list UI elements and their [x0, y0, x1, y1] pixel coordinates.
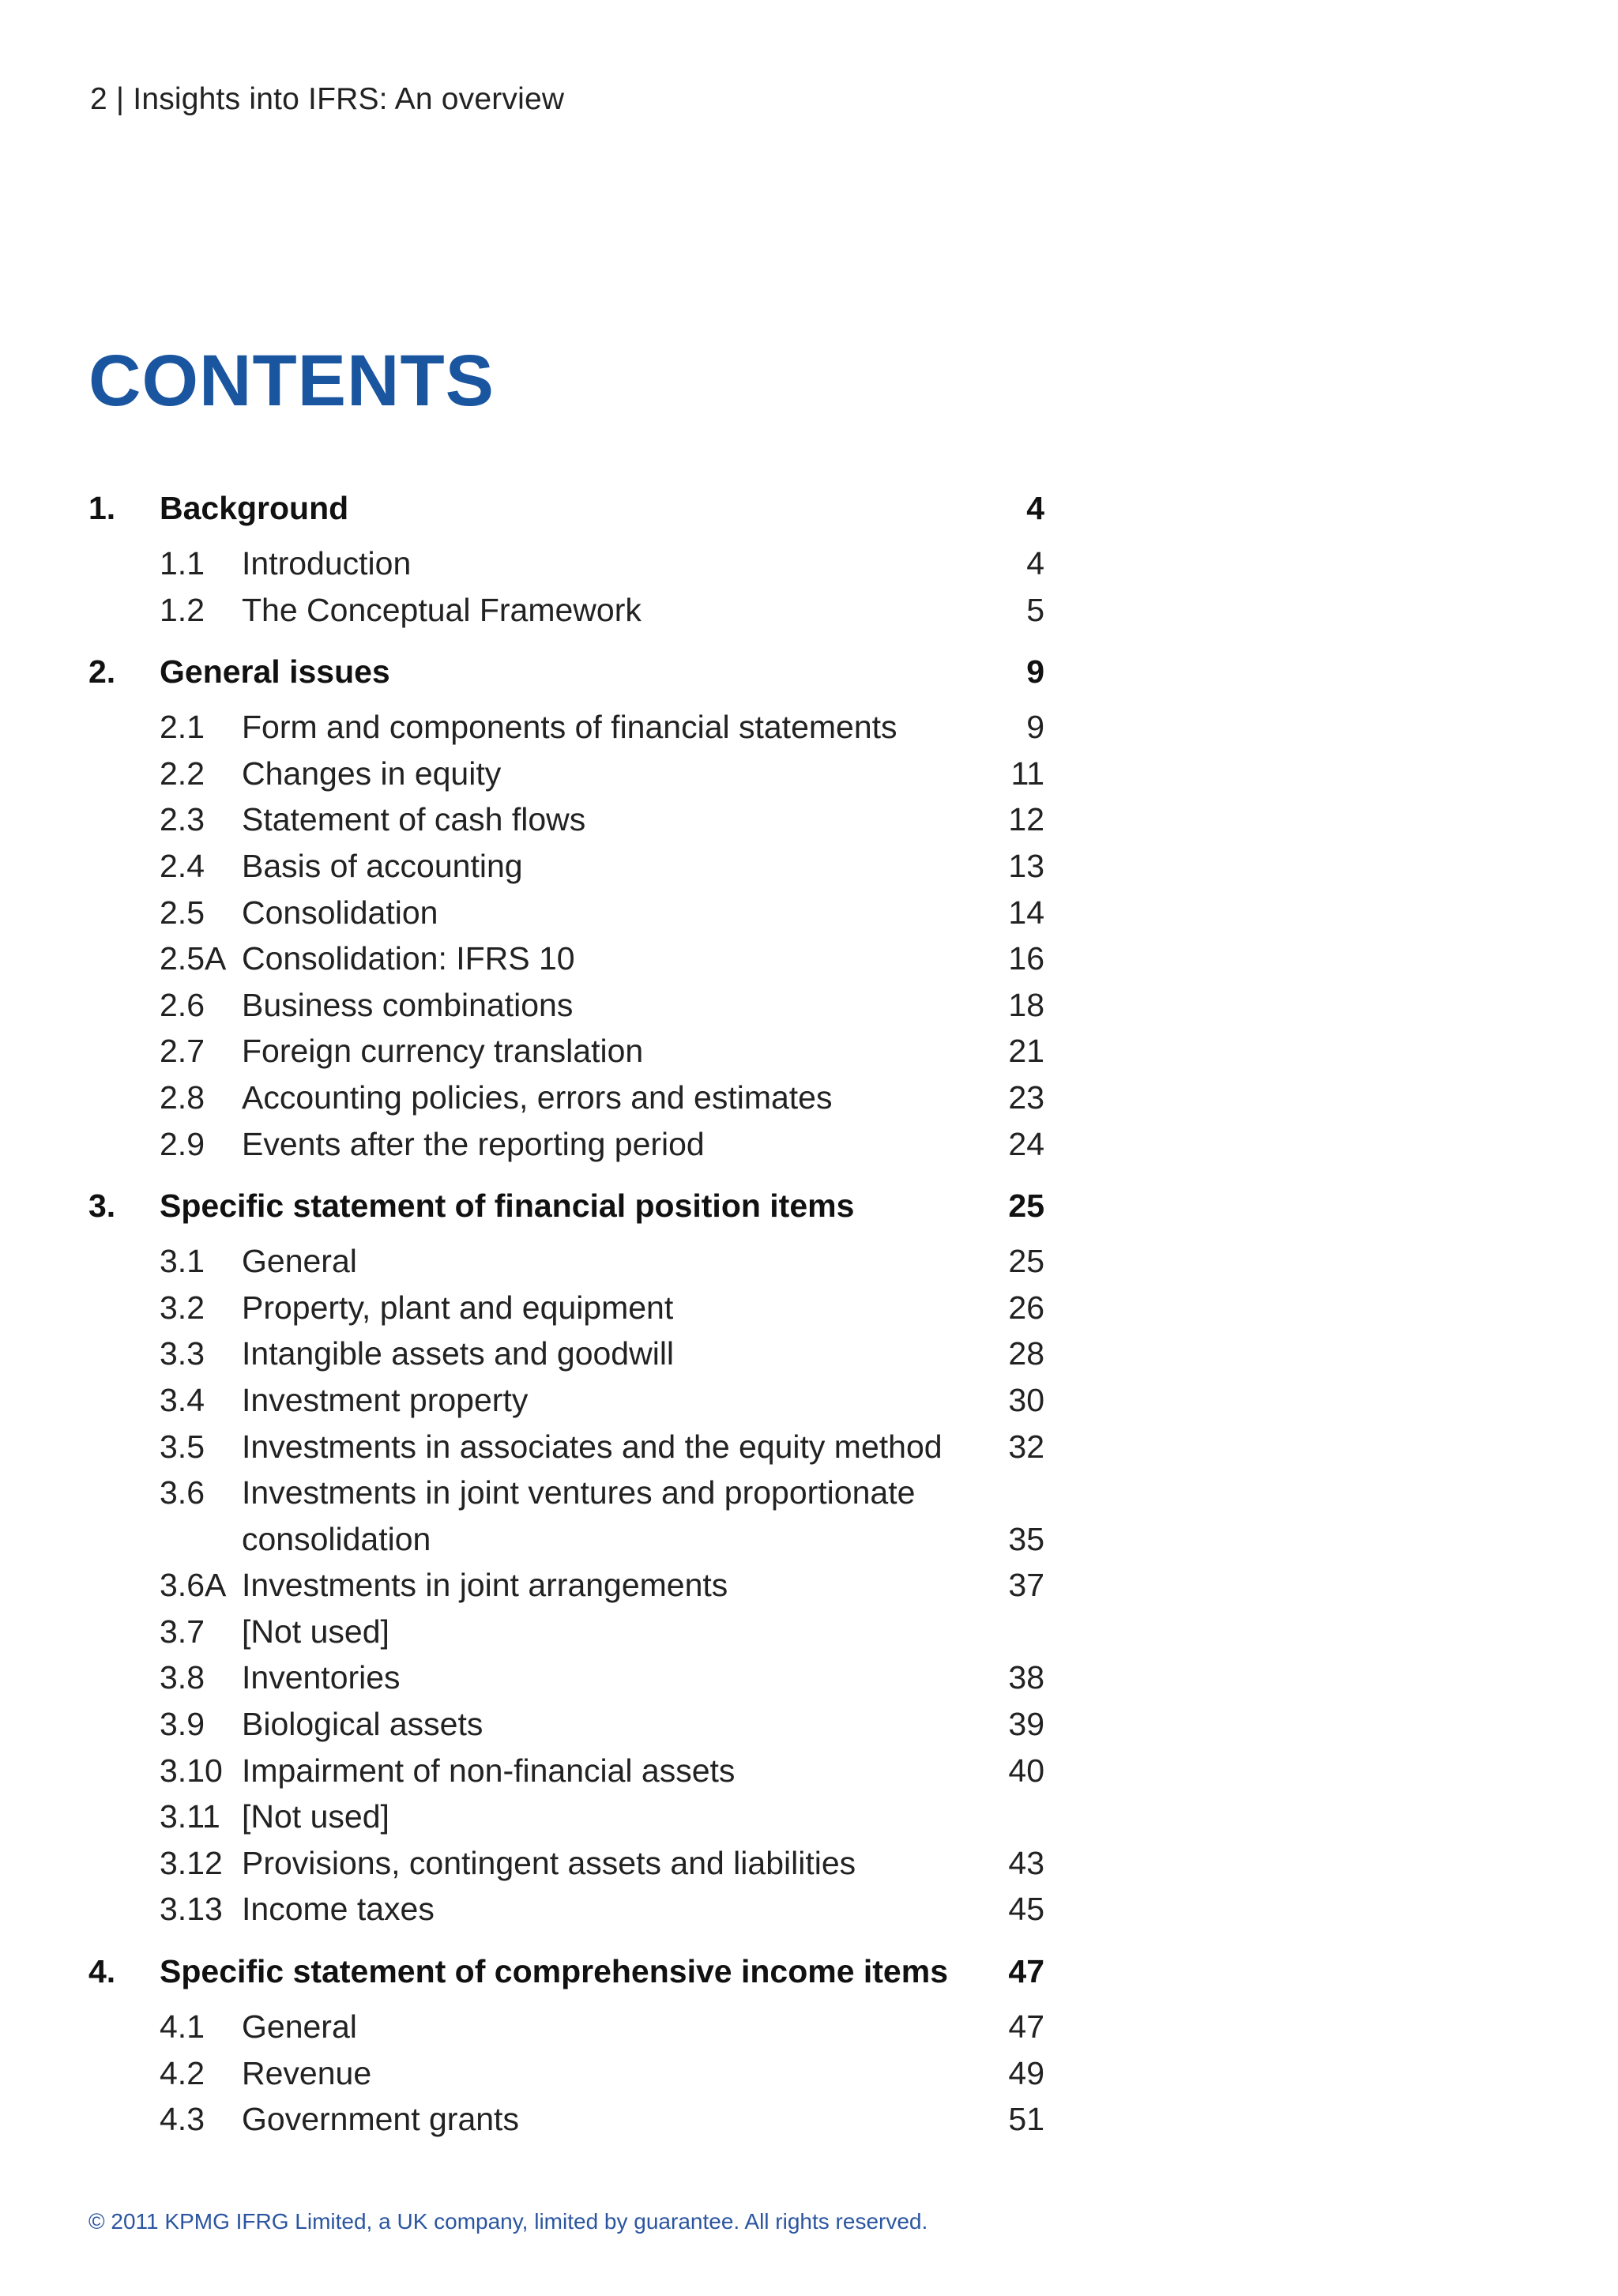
entry-page-number: 40: [1008, 1752, 1044, 1789]
entry-page-number: 24: [1008, 1125, 1044, 1162]
section-number: 4.: [88, 1953, 116, 1990]
entry-number: 3.6A: [160, 1567, 227, 1604]
entry-title: Form and components of financial statements: [242, 709, 897, 746]
entry-number: 2.5A: [160, 940, 227, 977]
toc-entry[interactable]: [88, 1701, 1044, 1748]
copyright-footer: © 2011 KPMG IFRG Limited, a UK company, limited by guarantee. All rights reserved.: [88, 2209, 928, 2234]
entry-title: Impairment of non-financial assets: [242, 1752, 736, 1789]
entry-page-number: 23: [1008, 1078, 1044, 1116]
entry-number: 2.1: [160, 709, 205, 746]
toc-entry[interactable]: [88, 751, 1044, 797]
entry-page-number: 32: [1008, 1428, 1044, 1465]
entry-page-number: 30: [1008, 1381, 1044, 1418]
entry-number: 3.13: [160, 1891, 223, 1928]
entry-number: 4.2: [160, 2054, 205, 2091]
entry-number: 1.2: [160, 591, 205, 628]
entry-page-number: 9: [1026, 709, 1044, 746]
toc-section-heading[interactable]: [88, 490, 1044, 540]
entry-page-number: 26: [1008, 1289, 1044, 1326]
entry-title: Events after the reporting period: [242, 1125, 705, 1162]
entry-title: Provisions, contingent assets and liabilities: [242, 1844, 856, 1881]
toc-entry[interactable]: [88, 1075, 1044, 1121]
entry-number: 3.5: [160, 1428, 205, 1465]
entry-title: Consolidation: IFRS 10: [242, 940, 575, 977]
toc-section: [88, 490, 1044, 633]
toc-entry[interactable]: [88, 1654, 1044, 1701]
entry-number: 3.7: [160, 1613, 205, 1650]
toc-entry[interactable]: [88, 1562, 1044, 1609]
entry-number: 3.8: [160, 1659, 205, 1696]
entry-title: Investments in joint ventures and proportionate: [242, 1474, 916, 1511]
section-title: Background: [160, 490, 349, 526]
section-page-number: 4: [1026, 490, 1044, 526]
entry-page-number: 38: [1008, 1659, 1044, 1696]
toc-section-heading[interactable]: [88, 653, 1044, 704]
entry-number: 3.2: [160, 1289, 205, 1326]
table-of-contents: [88, 490, 1044, 2163]
toc-entry[interactable]: [88, 1238, 1044, 1285]
entry-page-number: 45: [1008, 1891, 1044, 1928]
entry-page-number: 25: [1008, 1243, 1044, 1280]
toc-entry[interactable]: [88, 843, 1044, 890]
entry-title: Income taxes: [242, 1891, 435, 1928]
entry-title: Business combinations: [242, 986, 574, 1023]
entry-number: 2.5: [160, 894, 205, 931]
entry-number: 3.12: [160, 1844, 223, 1881]
entry-number: 2.7: [160, 1033, 205, 1070]
section-number: 3.: [88, 1188, 116, 1225]
entry-title: consolidation: [242, 1520, 431, 1557]
entry-number: 2.2: [160, 755, 205, 792]
entry-title: Revenue: [242, 2054, 372, 2091]
toc-entry[interactable]: [88, 890, 1044, 936]
entry-number: 2.9: [160, 1125, 205, 1162]
toc-entry[interactable]: [88, 1377, 1044, 1424]
entry-title: General: [242, 1243, 357, 1280]
toc-section: [88, 1953, 1044, 2143]
entry-page-number: 16: [1008, 940, 1044, 977]
entry-page-number: 21: [1008, 1033, 1044, 1070]
entry-title: Intangible assets and goodwill: [242, 1335, 675, 1372]
entry-title: Inventories: [242, 1659, 401, 1696]
toc-entry[interactable]: [88, 540, 1044, 587]
entry-number: 3.3: [160, 1335, 205, 1372]
toc-section-heading[interactable]: [88, 1188, 1044, 1238]
entry-number: 4.3: [160, 2101, 205, 2138]
entry-number: 3.11: [160, 1798, 220, 1835]
section-title: Specific statement of comprehensive income items: [160, 1953, 948, 1990]
entry-page-number: 35: [1008, 1520, 1044, 1557]
running-header: 2 | Insights into IFRS: An overview: [90, 82, 565, 116]
entry-number: 1.1: [160, 545, 205, 582]
entry-page-number: 13: [1008, 847, 1044, 884]
entry-page-number: 12: [1008, 801, 1044, 838]
entry-number: 3.6: [160, 1474, 205, 1511]
toc-entry[interactable]: [88, 704, 1044, 751]
entry-title: Statement of cash flows: [242, 801, 586, 838]
toc-section: [88, 1188, 1044, 1933]
entry-page-number: 5: [1026, 591, 1044, 628]
toc-entry[interactable]: [88, 1424, 1044, 1470]
entry-number: 3.1: [160, 1243, 205, 1280]
entry-page-number: 39: [1008, 1706, 1044, 1743]
toc-entry[interactable]: [88, 1794, 1044, 1840]
entry-title: Biological assets: [242, 1706, 484, 1743]
toc-entry[interactable]: [88, 1748, 1044, 1794]
entry-page-number: 11: [1010, 755, 1044, 792]
toc-section-heading[interactable]: [88, 1953, 1044, 2004]
entry-title: The Conceptual Framework: [242, 591, 642, 628]
entry-title: Investments in associates and the equity method: [242, 1428, 943, 1465]
entry-title: Investment property: [242, 1381, 529, 1418]
entry-page-number: 43: [1008, 1844, 1044, 1881]
entry-title: Property, plant and equipment: [242, 1289, 674, 1326]
toc-entry[interactable]: [88, 1886, 1044, 1933]
entry-page-number: 28: [1008, 1335, 1044, 1372]
entry-title: Changes in equity: [242, 755, 502, 792]
entry-title: General: [242, 2008, 357, 2046]
toc-entry[interactable]: [88, 2096, 1044, 2143]
entry-page-number: 14: [1008, 894, 1044, 931]
toc-entry[interactable]: [88, 935, 1044, 982]
entry-number: 2.3: [160, 801, 205, 838]
entry-number: 2.4: [160, 847, 205, 884]
entry-title: Introduction: [242, 545, 412, 582]
section-number: 1.: [88, 490, 116, 526]
toc-entry[interactable]: [88, 587, 1044, 634]
toc-entry[interactable]: [88, 1516, 1044, 1563]
toc-entry[interactable]: [88, 1331, 1044, 1377]
entry-number: 3.4: [160, 1381, 205, 1418]
entry-title: [Not used]: [242, 1613, 389, 1650]
entry-number: 2.6: [160, 986, 205, 1023]
entry-title: [Not used]: [242, 1798, 389, 1835]
entry-number: 3.10: [160, 1752, 223, 1789]
toc-entry[interactable]: [88, 2004, 1044, 2050]
entry-number: 2.8: [160, 1078, 205, 1116]
toc-section: [88, 653, 1044, 1167]
section-page-number: 9: [1026, 653, 1044, 691]
toc-entry[interactable]: [88, 1470, 1044, 1516]
entry-number: 3.9: [160, 1706, 205, 1743]
toc-entry[interactable]: [88, 2050, 1044, 2097]
entry-title: Consolidation: [242, 894, 438, 931]
toc-entry[interactable]: [88, 1840, 1044, 1887]
page-title: CONTENTS: [88, 341, 495, 421]
entry-page-number: 49: [1008, 2054, 1044, 2091]
section-page-number: 25: [1008, 1188, 1044, 1225]
entry-page-number: 37: [1008, 1567, 1044, 1604]
entry-page-number: 51: [1008, 2101, 1044, 2138]
toc-entry[interactable]: [88, 1609, 1044, 1655]
entry-title: Accounting policies, errors and estimates: [242, 1078, 833, 1116]
section-page-number: 47: [1008, 1953, 1044, 1990]
entry-title: Government grants: [242, 2101, 519, 2138]
entry-number: 4.1: [160, 2008, 205, 2046]
toc-entry[interactable]: [88, 1028, 1044, 1075]
entry-title: Basis of accounting: [242, 847, 523, 884]
toc-entry[interactable]: [88, 796, 1044, 843]
entry-title: Investments in joint arrangements: [242, 1567, 728, 1604]
section-number: 2.: [88, 653, 116, 691]
entry-page-number: 18: [1008, 986, 1044, 1023]
section-title: Specific statement of financial position items: [160, 1188, 855, 1225]
section-title: General issues: [160, 653, 390, 691]
toc-entry[interactable]: [88, 1121, 1044, 1168]
entry-title: Foreign currency translation: [242, 1033, 644, 1070]
entry-page-number: 4: [1026, 545, 1044, 582]
toc-entry[interactable]: [88, 1285, 1044, 1331]
entry-page-number: 47: [1008, 2008, 1044, 2046]
toc-entry[interactable]: [88, 982, 1044, 1029]
